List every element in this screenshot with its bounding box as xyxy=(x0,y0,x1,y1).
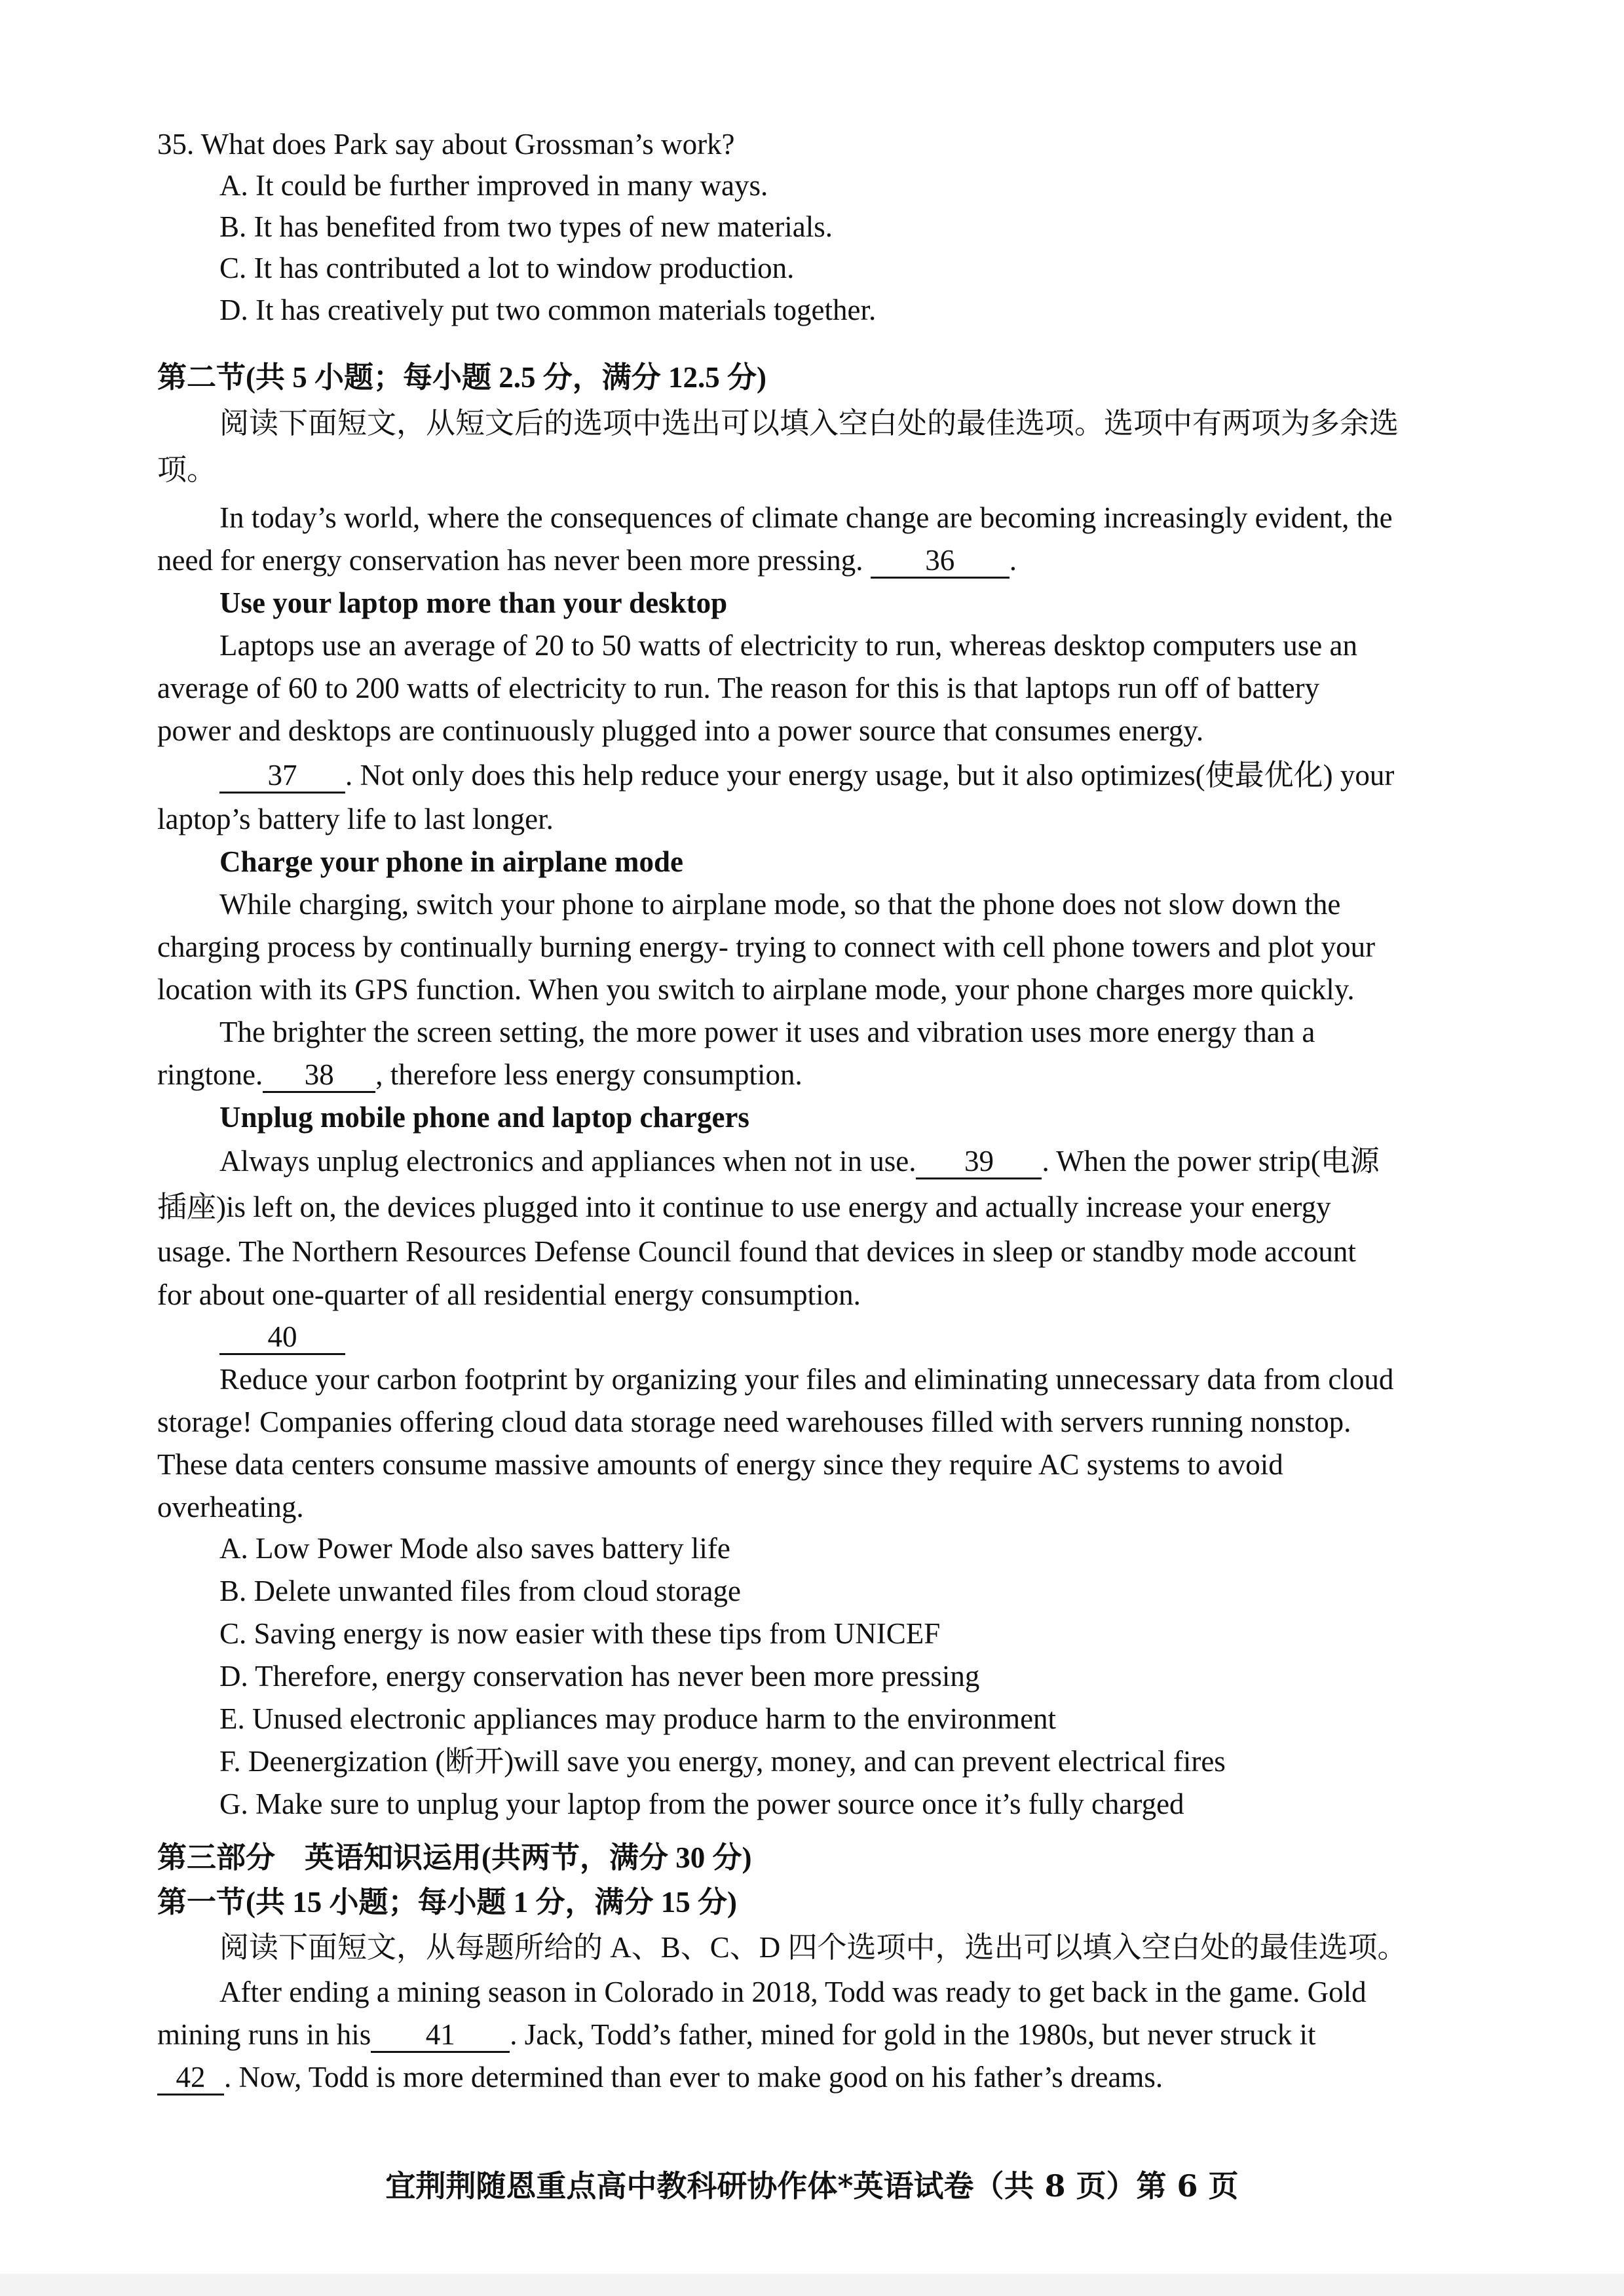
para6-line3: usage. The Northern Resources Defense Council found that devices in sleep or standby mode account xyxy=(157,1235,1356,1268)
para2-line3: power and desktops are continuously plugged into a power source that consumes energy. xyxy=(157,714,1204,747)
blank-40: 40 xyxy=(219,1320,345,1355)
q35-option-b: B. It has benefited from two types of new materials. xyxy=(219,210,833,243)
q35-stem: 35. What does Park say about Grossman’s work? xyxy=(157,128,735,161)
para4-line3: location with its GPS function. When you switch to airplane mode, your phone charges more quickly. xyxy=(157,973,1355,1006)
part3-para1-line1: After ending a mining season in Colorado in 2018, Todd was ready to get back in the game. Gold xyxy=(219,1976,1367,2008)
para4-line1: While charging, switch your phone to airplane mode, so that the phone does not slow down the xyxy=(219,888,1341,921)
para7-line3: These data centers consume massive amounts of energy since they require AC systems to avoid xyxy=(157,1448,1283,1481)
q35-option-a: A. It could be further improved in many ways. xyxy=(219,169,768,202)
para6-line2: 插座)is left on, the devices plugged into it continue to use energy and actually increase your energy xyxy=(157,1191,1331,1223)
scan-bottom-edge xyxy=(0,2274,1624,2296)
part3-para1-line3: 42 . Now, Todd is more determined than ever to make good on his father’s dreams. xyxy=(157,2057,1500,2097)
option-e: E. Unused electronic appliances may produce harm to the environment xyxy=(219,1702,1057,1735)
para3-line2: laptop’s battery life to last longer. xyxy=(157,803,554,835)
blank-36: 36 xyxy=(871,544,1010,579)
blank-38: 38 xyxy=(263,1058,375,1093)
para7-line2: storage! Companies offering cloud data storage need warehouses filled with servers running nonstop. xyxy=(157,1406,1351,1438)
para7-heading-line xyxy=(219,1317,1562,1356)
option-f: F. Deenergization (断开)will save you energy, money, and can prevent electrical fires xyxy=(219,1745,1226,1778)
para1-line1: In today’s world, where the consequences of climate change are becoming increasingly evident, the xyxy=(219,501,1393,534)
part3-para1-line2: mining runs in his 41 . Jack, Todd’s father, mined for gold in the 1980s, but never struck it xyxy=(157,2015,1500,2054)
para7-line1: Reduce your carbon footprint by organizing your files and eliminating unnecessary data from cloud xyxy=(219,1363,1394,1396)
para6-line4: for about one-quarter of all residential energy consumption. xyxy=(157,1278,861,1311)
blank-37: 37 xyxy=(219,759,345,794)
blank-41: 41 xyxy=(371,2018,510,2053)
page-footer: 宜荆荆随恩重点高中教科研协作体*英语试卷（共 8 页）第 6 页 xyxy=(385,2168,1239,2204)
subheading-unplug: Unplug mobile phone and laptop chargers xyxy=(219,1101,749,1134)
option-a: A. Low Power Mode also saves battery life xyxy=(219,1532,730,1565)
option-d: D. Therefore, energy conservation has never been more pressing xyxy=(219,1660,980,1693)
para5-line1: The brighter the screen setting, the more power it uses and vibration uses more energy than a xyxy=(219,1016,1315,1048)
blank-39: 39 xyxy=(916,1145,1042,1179)
para7-line4: overheating. xyxy=(157,1491,304,1523)
option-g: G. Make sure to unplug your laptop from the power source once it’s fully charged xyxy=(219,1788,1184,1820)
para2-line1: Laptops use an average of 20 to 50 watts of electricity to run, whereas desktop computers use an xyxy=(219,629,1357,662)
part3-heading: 第三部分 英语知识运用(共两节，满分 30 分) xyxy=(157,1841,752,1874)
para1-line2: need for energy conservation has never been more pressing. 36 . xyxy=(157,541,1500,580)
option-c: C. Saving energy is now easier with these tips from UNICEF xyxy=(219,1617,941,1650)
section2-instruction: 阅读下面短文，从短文后的选项中选出可以填入空白处的最佳选项。选项中有两项为多余选 xyxy=(219,407,1399,440)
para3-line1: 37 . Not only does this help reduce your energy usage, but it also optimizes(使最优化) your xyxy=(219,756,1562,795)
part3-instruction: 阅读下面短文，从每题所给的 A、B、C、D 四个选项中，选出可以填入空白处的最佳选项。 xyxy=(219,1931,1407,1964)
part3-subheading: 第一节(共 15 小题；每小题 1 分，满分 15 分) xyxy=(157,1886,737,1919)
q35-option-c: C. It has contributed a lot to window production. xyxy=(219,252,795,284)
para4-line2: charging process by continually burning energy- trying to connect with cell phone towers and plot your xyxy=(157,930,1376,963)
blank-42: 42 xyxy=(157,2061,224,2095)
subheading-laptop: Use your laptop more than your desktop xyxy=(219,586,728,619)
q35-option-d: D. It has creatively put two common materials together. xyxy=(219,294,877,326)
para5-line2: ringtone. 38 , therefore less energy consumption. xyxy=(157,1055,1500,1094)
subheading-phone: Charge your phone in airplane mode xyxy=(219,845,683,878)
para6-line1: Always unplug electronics and appliances when not in use. 39 . When the power strip(电源 xyxy=(219,1141,1562,1181)
para2-line2: average of 60 to 200 watts of electricity to run. The reason for this is that laptops run off of battery xyxy=(157,672,1320,704)
section2-instruction-cont: 项。 xyxy=(157,453,217,486)
option-b: B. Delete unwanted files from cloud storage xyxy=(219,1575,742,1607)
section2-heading: 第二节(共 5 小题；每小题 2.5 分，满分 12.5 分) xyxy=(157,361,766,394)
